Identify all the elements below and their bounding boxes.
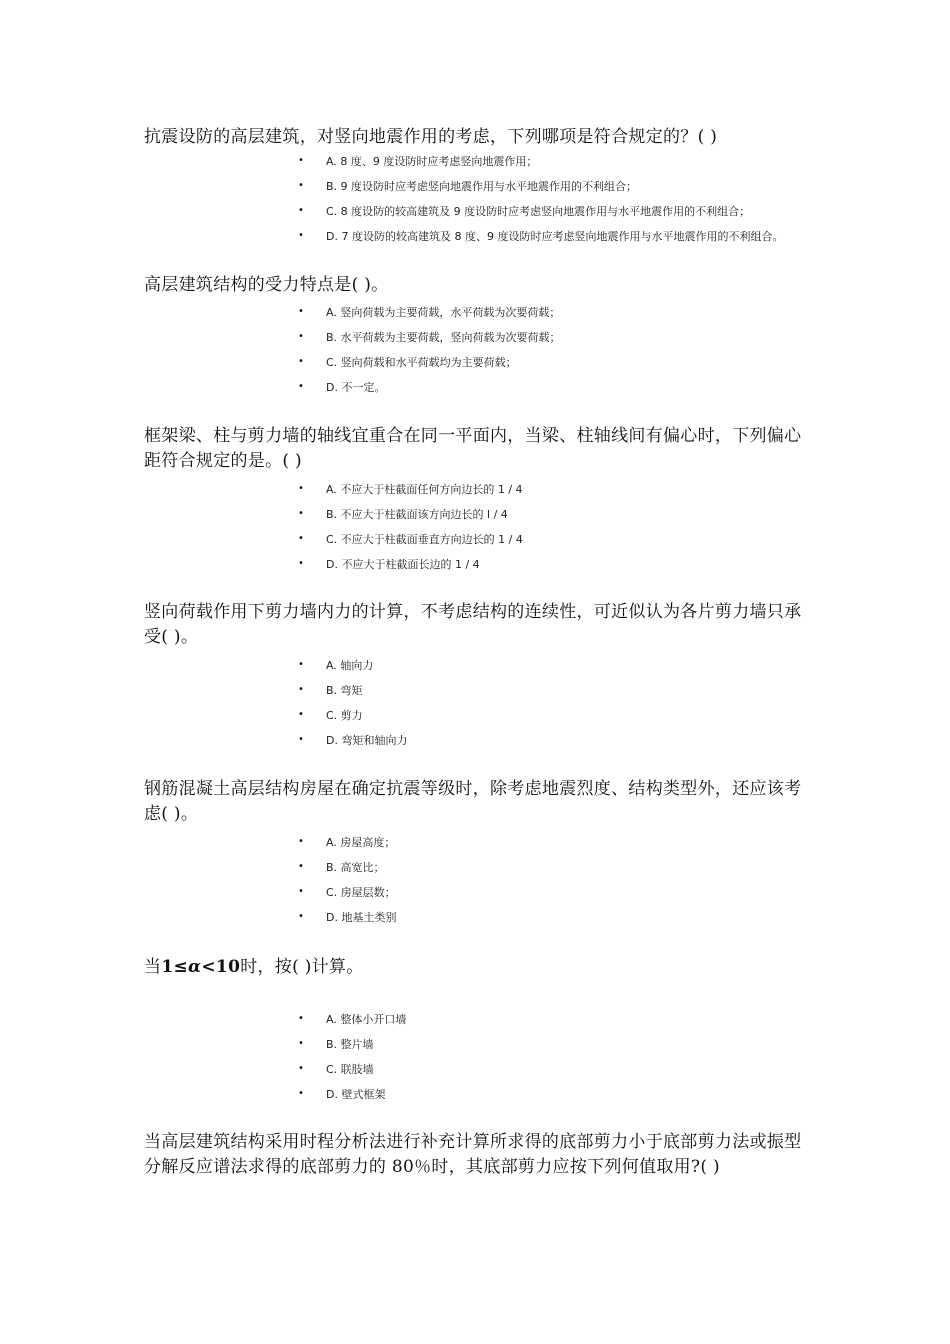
option-5d: • D. 地基土类别 — [298, 911, 397, 924]
question-5-options — [298, 836, 858, 936]
option-6d: • D. 壁式框架 — [298, 1088, 386, 1101]
bullet-icon: • — [298, 306, 304, 317]
question-6 — [144, 955, 814, 980]
bullet-icon: • — [298, 886, 304, 897]
option-1a: • A. 8 度、9 度设防时应考虑竖向地震作用； — [298, 155, 538, 168]
option-3b: • B. 不应大于柱截面该方向边长的 l / 4 — [298, 508, 508, 521]
option-4b: • B. 弯矩 — [298, 684, 363, 697]
bullet-icon: • — [298, 356, 304, 367]
bullet-icon: • — [298, 381, 304, 392]
question-2 — [144, 273, 814, 298]
option-3d: • D. 不应大于柱截面长边的 1 / 4 — [298, 558, 480, 571]
question-1-options — [298, 155, 858, 255]
bullet-icon: • — [298, 1038, 304, 1049]
option-5a: • A. 房屋高度； — [298, 836, 396, 849]
bullet-icon: • — [298, 734, 304, 745]
option-6a: • A. 整体小开口墙 — [298, 1013, 407, 1026]
bullet-icon: • — [298, 1063, 304, 1074]
option-2d: • D. 不一定。 — [298, 381, 386, 394]
question-6-options — [298, 1013, 858, 1113]
bullet-icon: • — [298, 684, 304, 695]
bullet-icon: • — [298, 533, 304, 544]
option-6b: • B. 整片墙 — [298, 1038, 374, 1051]
question-4-options — [298, 659, 858, 759]
bullet-icon: • — [298, 205, 304, 216]
inequality-formula: 1≤α<10 — [161, 957, 241, 977]
bullet-icon: • — [298, 836, 304, 847]
bullet-icon: • — [298, 1088, 304, 1099]
option-6c: • C. 联肢墙 — [298, 1063, 374, 1076]
option-5b: • B. 高宽比； — [298, 861, 385, 874]
bullet-icon: • — [298, 230, 304, 241]
option-2a: • A. 竖向荷载为主要荷载，水平荷载为次要荷载； — [298, 306, 561, 319]
option-4c: • C. 剪力 — [298, 709, 363, 722]
option-3c: • C. 不应大于柱截面垂直方向边长的 1 / 4 — [298, 533, 523, 546]
bullet-icon: • — [298, 659, 304, 670]
question-3-options — [298, 483, 858, 583]
bullet-icon: • — [298, 709, 304, 720]
bullet-icon: • — [298, 861, 304, 872]
question-3-text: 框架梁、柱与剪力墙的轴线宜重合在同一平面内，当梁、柱轴线间有偏心时，下列偏心距符合规定的是。( ) — [144, 426, 802, 471]
bullet-icon: • — [298, 558, 304, 569]
question-1-text: 抗震设防的高层建筑，对竖向地震作用的考虑，下列哪项是符合规定的？( ) — [144, 127, 718, 147]
bullet-icon: • — [298, 508, 304, 519]
bullet-icon: • — [298, 1013, 304, 1024]
bullet-icon: • — [298, 155, 304, 166]
option-1d: • D. 7 度设防的较高建筑及 8 度、9 度设防时应考虑竖向地震作用与水平地震作用的不利组合。 — [298, 230, 784, 243]
bullet-icon: • — [298, 331, 304, 342]
option-1c: • C. 8 度设防的较高建筑及 9 度设防时应考虑竖向地震作用与水平地震作用的不利组合； — [298, 205, 751, 218]
option-4a: • A. 轴向力 — [298, 659, 374, 672]
option-5c: • C. 房屋层数； — [298, 886, 396, 899]
bullet-icon: • — [298, 911, 304, 922]
bullet-icon: • — [298, 180, 304, 191]
question-7 — [144, 1130, 814, 1180]
question-6-text: 当1≤α<10时，按( )计算。 — [144, 957, 364, 977]
bullet-icon: • — [298, 483, 304, 494]
question-4-text: 竖向荷载作用下剪力墙内力的计算，不考虑结构的连续性，可近似认为各片剪力墙只承受( )。 — [144, 602, 802, 647]
question-1 — [144, 125, 814, 150]
question-4 — [144, 600, 814, 650]
question-3 — [144, 424, 814, 474]
question-7-text: 当高层建筑结构采用时程分析法进行补充计算所求得的底部剪力小于底部剪力法或振型分解反应谱法求得的底部剪力的 80％时，其底部剪力应按下列何值取用?( ) — [144, 1132, 802, 1177]
question-2-options — [298, 306, 858, 406]
option-3a: • A. 不应大于柱截面任何方向边长的 1 / 4 — [298, 483, 523, 496]
question-5-text: 钢筋混凝土高层结构房屋在确定抗震等级时，除考虑地震烈度、结构类型外，还应该考虑( )。 — [144, 779, 802, 824]
question-2-text: 高层建筑结构的受力特点是( )。 — [144, 275, 389, 295]
option-1b: • B. 9 度设防时应考虑竖向地震作用与水平地震作用的不利组合； — [298, 180, 638, 193]
option-2c: • C. 竖向荷载和水平荷载均为主要荷载； — [298, 356, 517, 369]
option-4d: • D. 弯矩和轴向力 — [298, 734, 408, 747]
option-2b: • B. 水平荷载为主要荷载，竖向荷载为次要荷载； — [298, 331, 561, 344]
question-5 — [144, 777, 814, 827]
